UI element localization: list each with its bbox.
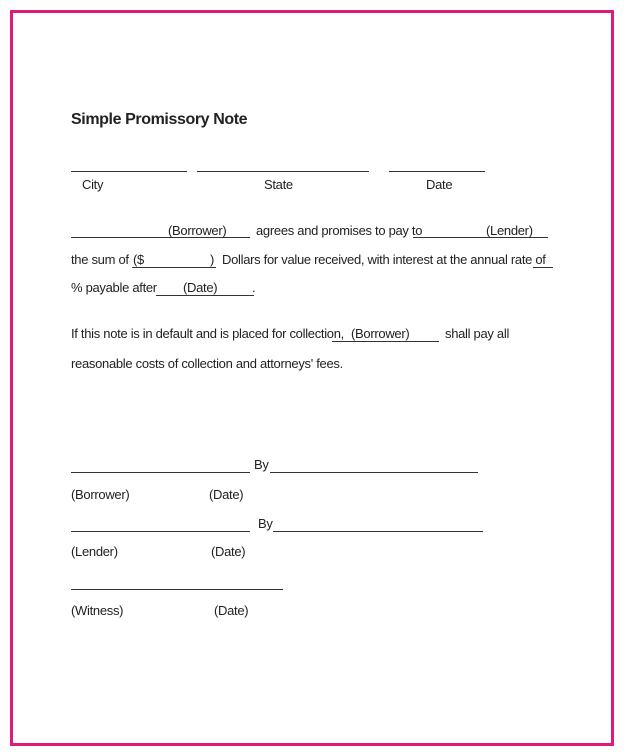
borrower-label: (Borrower) [168, 223, 227, 238]
agrees-text: agrees and promises to pay to [256, 223, 423, 238]
close-paren: ) [210, 252, 215, 267]
default-borrower-line [332, 341, 439, 342]
lender-by-label: By [258, 516, 273, 531]
lender-signature-date: (Date) [211, 544, 246, 559]
borrower-by-label: By [254, 457, 269, 472]
borrower-by-line [270, 472, 478, 473]
costs-text: reasonable costs of collection and attorneys' fees. [71, 356, 343, 371]
borrower-signature-date: (Date) [209, 487, 244, 502]
state-line [197, 171, 369, 172]
dollars-text: Dollars for value received, with interest at the annual rate of [222, 252, 546, 267]
date-label: Date [426, 177, 453, 192]
city-label: City [82, 177, 104, 192]
witness-signature-date: (Date) [214, 603, 249, 618]
lender-signature-line [71, 531, 250, 532]
borrower-signature-label: (Borrower) [71, 487, 130, 502]
rate-line [533, 267, 553, 268]
period: . [252, 280, 256, 295]
borrower-signature-line [71, 472, 250, 473]
document-title: Simple Promissory Note [71, 111, 248, 128]
lender-label: (Lender) [486, 223, 533, 238]
payable-date-line [156, 295, 254, 296]
default-borrower-label: (Borrower) [351, 326, 410, 341]
date-line [389, 171, 485, 172]
dollar-sign: ($ [133, 252, 144, 267]
witness-signature-line [71, 589, 283, 590]
lender-signature-label: (Lender) [71, 544, 118, 559]
payable-date-label: (Date) [183, 280, 218, 295]
amount-line [132, 267, 216, 268]
city-line [71, 171, 187, 172]
state-label: State [264, 177, 293, 192]
shall-pay-text: shall pay all [445, 326, 510, 341]
default-text: If this note is in default and is placed for collection, [71, 326, 344, 341]
percent-text: % payable after [71, 280, 157, 295]
witness-signature-label: (Witness) [71, 603, 124, 618]
lender-by-line [273, 531, 483, 532]
sum-of-text: the sum of [71, 252, 129, 267]
